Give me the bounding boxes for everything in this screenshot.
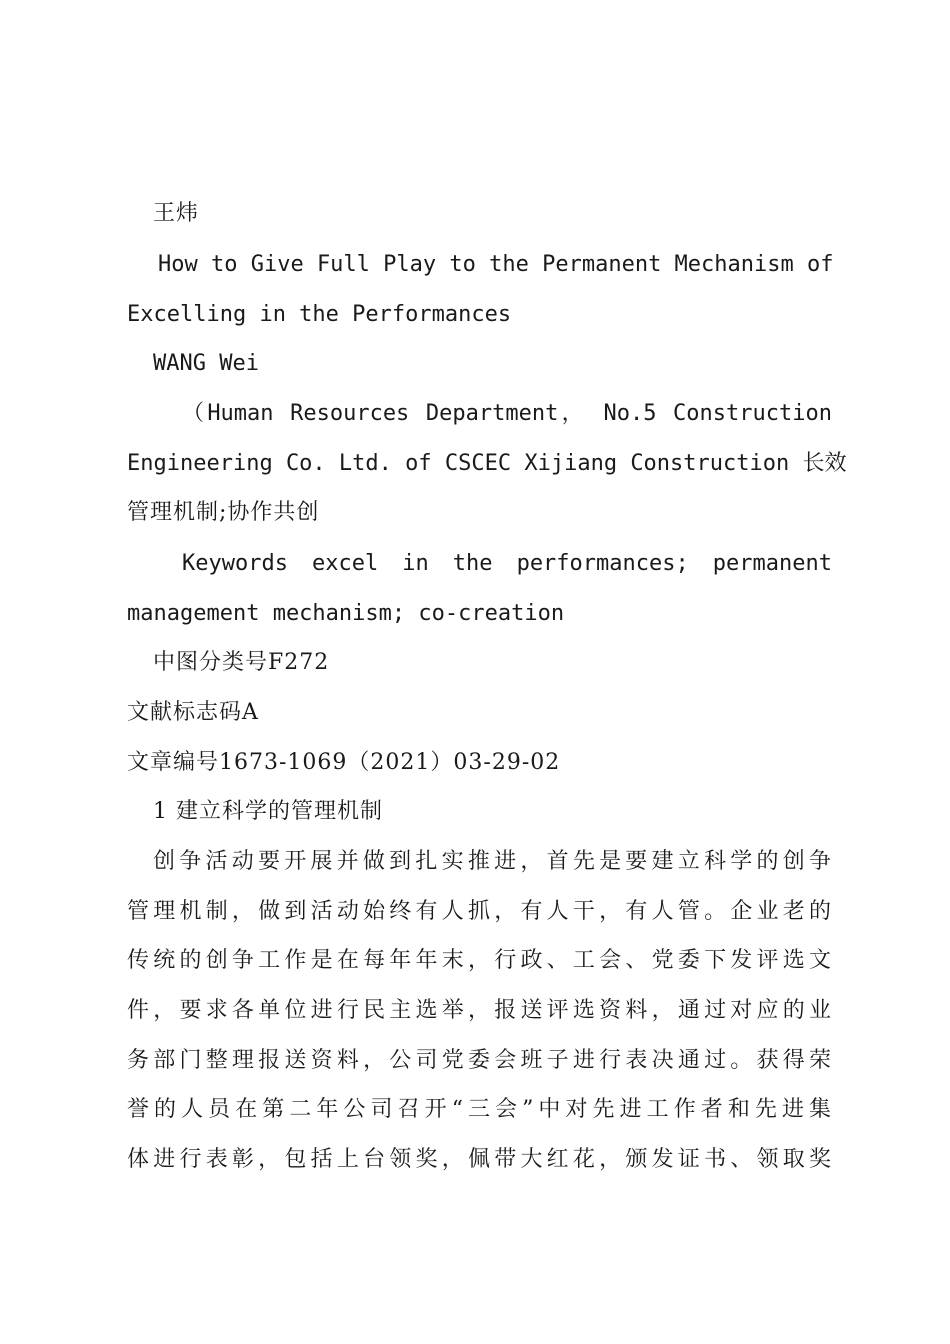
- author-chinese: 王炜: [153, 201, 200, 226]
- affiliation-line-1: （Human Resources Department， No.5 Construction: [182, 401, 832, 426]
- affiliation-line-2: Engineering Co. Ltd. of CSCEC Xijiang Construction 长效: [127, 451, 847, 476]
- paragraph-line: 管理机制，做到活动始终有人抓，有人干，有人管。企业老的: [127, 899, 832, 924]
- english-title-line-2: Excelling in the Performances: [127, 302, 512, 327]
- paragraph-line: 誉的人员在第二年公司召开“三会”中对先进工作者和先进集: [127, 1097, 832, 1122]
- keywords-line-2: management mechanism; co-creation: [127, 601, 565, 626]
- keywords-line-1: Keywords excel in the performances; permanent: [182, 551, 832, 576]
- article-number: 文章编号1673-1069（2021）03-29-02: [127, 750, 561, 775]
- section-heading: 1 建立科学的管理机制: [153, 799, 383, 824]
- paragraph-line: 件，要求各单位进行民主选举，报送评选资料，通过对应的业: [127, 998, 832, 1023]
- paragraph-line: 传统的创争工作是在每年年末，行政、工会、党委下发评选文: [127, 948, 832, 973]
- paragraph-line: 务部门整理报送资料，公司党委会班子进行表决通过。获得荣: [127, 1048, 832, 1073]
- classification-number: 中图分类号F272: [153, 650, 330, 675]
- english-title-line-1: How to Give Full Play to the Permanent Mechanism of: [158, 252, 834, 277]
- affiliation-line-3: 管理机制;协作共创: [127, 500, 320, 525]
- document-code: 文献标志码A: [127, 700, 259, 725]
- paragraph-line: 创争活动要开展并做到扎实推进，首先是要建立科学的创争: [153, 849, 832, 874]
- author-english: WANG Wei: [153, 351, 259, 376]
- paragraph-line: 体进行表彰，包括上台领奖，佩带大红花，颁发证书、领取奖: [127, 1147, 832, 1172]
